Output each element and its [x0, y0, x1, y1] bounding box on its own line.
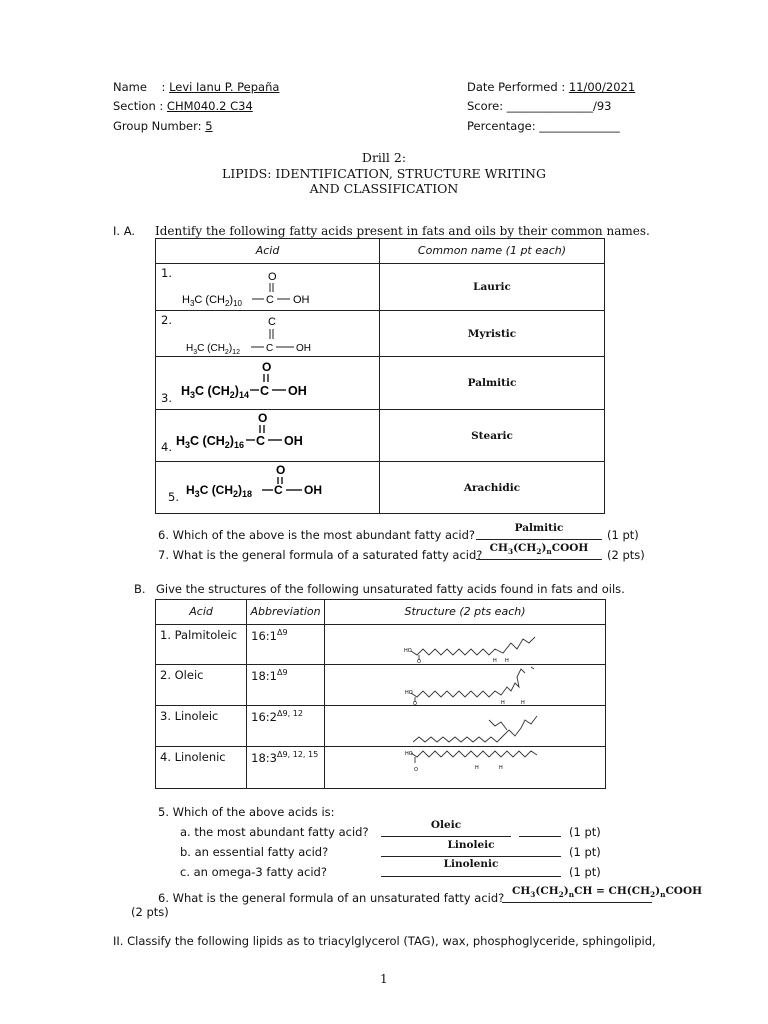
title-line1: Drill 2: — [361, 150, 407, 165]
svg-text:H3C (CH2)18: $H_3C$ $(CH_2)_{18}$ — [186, 483, 253, 499]
partA-q6: 6. Which of the above is the most abundant fatty acid? — [158, 528, 475, 542]
abbreviation-cell — [247, 706, 325, 747]
partB-q5a-answer: Oleic — [430, 819, 462, 831]
percentage-label: Percentage: ______________ — [467, 119, 620, 133]
oleic-structure — [325, 665, 605, 705]
svg-text:H: H — [493, 658, 497, 664]
abbreviation-cell — [247, 747, 325, 789]
title-line2: LIPIDS: IDENTIFICATION, STRUCTURE WRITING — [222, 166, 546, 181]
acid-name-cell: 4. Linolenic — [156, 747, 247, 789]
partA-q6-blank — [476, 539, 602, 540]
svg-text:OH: OH — [293, 294, 310, 306]
partB-instruction-num: B. — [134, 582, 146, 596]
acid-name-cell: 3. Linoleic — [156, 706, 247, 747]
abbr-sup: Δ9, 12 — [276, 709, 303, 718]
table-row — [156, 747, 606, 789]
stearic-acid-structure — [156, 410, 379, 461]
header-name — [113, 80, 279, 94]
score-label: Score: _______________/93 — [467, 99, 612, 113]
row-number: 1. — [161, 266, 172, 280]
unsaturated-acid-table — [155, 599, 606, 789]
svg-text:HO: HO — [405, 751, 413, 757]
partB-q5b-pts: (1 pt) — [569, 845, 601, 859]
common-name-answer: Palmitic — [380, 357, 605, 410]
table-header-row — [156, 239, 605, 264]
abbr-sup: Δ9, 12, 15 — [276, 750, 319, 759]
partB-q6-answer: $CH_3(CH_2)_nCH$ = $CH(CH_2)_nCOOH$ — [512, 885, 703, 900]
svg-text:H: H — [475, 765, 479, 771]
acid-structure-cell — [156, 264, 380, 311]
svg-text:OH: OH — [288, 384, 307, 398]
table-row — [156, 357, 605, 410]
svg-text:HO: HO — [405, 690, 413, 696]
svg-text:C: C — [266, 294, 274, 306]
partB-q5a-blank2 — [519, 836, 561, 837]
row-number: 4. — [161, 440, 172, 454]
svg-text:O: O — [262, 360, 272, 374]
partB-q5b-blank — [381, 856, 561, 857]
svg-text:C: C — [266, 343, 274, 354]
table-row — [156, 264, 605, 311]
partB-q6-blank — [502, 902, 652, 903]
partB-q6-pts: (2 pts) — [131, 905, 169, 919]
acid-name-cell: 1. Palmitoleic — [156, 625, 247, 665]
svg-text:C: C — [256, 434, 266, 448]
svg-text:OH: OH — [304, 483, 322, 497]
partB-q5c: c. an omega-3 fatty acid? — [180, 865, 327, 879]
row-number: 3. — [161, 391, 172, 405]
partB-q5c-pts: (1 pt) — [569, 865, 601, 879]
header-section — [113, 99, 253, 113]
partA-instruction — [113, 224, 650, 238]
partB-q5a-pts: (1 pt) — [569, 825, 601, 839]
section-value: CHM040.2 C34 — [166, 99, 253, 113]
header-score — [467, 99, 612, 113]
svg-text:O: O — [417, 659, 421, 664]
myristic-acid-structure — [156, 311, 379, 356]
structure-cell — [325, 665, 606, 706]
abbr-text: 18:3 — [251, 750, 277, 765]
acid-name-cell: 2. Oleic — [156, 665, 247, 706]
partA-instruction-text: Identify the following fatty acids present in fats and oils by their common names. — [155, 224, 650, 238]
table-row — [156, 665, 606, 706]
header-date — [467, 80, 635, 94]
saturated-acid-table — [155, 238, 605, 514]
table-row — [156, 625, 606, 665]
row-number: 2. — [161, 313, 172, 327]
partA-q6-pts: (1 pt) — [607, 528, 639, 542]
svg-text:O: O — [413, 701, 417, 705]
arachidic-acid-structure — [156, 462, 379, 513]
acid-structure-cell — [156, 311, 380, 357]
acid-structure-cell — [156, 410, 380, 462]
lauric-acid-structure — [156, 264, 379, 310]
partA-q6-answer: Palmitic — [514, 522, 564, 534]
abbr-sup: Δ9 — [276, 668, 288, 677]
row-number: 5. — [168, 490, 179, 504]
partB-q5c-answer: Linolenic — [443, 858, 499, 870]
abbr-text: 16:2 — [251, 709, 277, 724]
common-name-answer: Lauric — [380, 264, 605, 311]
palmitic-acid-structure — [156, 357, 379, 409]
table-row — [156, 410, 605, 462]
svg-text:HO: HO — [404, 648, 412, 654]
table-row — [156, 311, 605, 357]
abbr-text: 16:1 — [251, 628, 277, 643]
col-name-header: Common name (1 pt each) — [380, 239, 605, 264]
abbreviation-cell — [247, 665, 325, 706]
svg-text:H: H — [505, 658, 509, 664]
section-label: Section : — [113, 99, 164, 113]
acid-structure-cell — [156, 357, 380, 410]
svg-text:H: H — [499, 765, 503, 771]
date-label: Date Performed : — [467, 80, 566, 94]
abbreviation-cell — [247, 625, 325, 665]
partB-q6: 6. What is the general formula of an unsaturated fatty acid? — [158, 891, 505, 905]
partB-q5a-blank — [381, 836, 511, 837]
structure-cell — [325, 706, 606, 747]
col-acid-header: Acid — [156, 239, 380, 264]
partII-text: II. Classify the following lipids as to triacylglycerol (TAG), wax, phosphoglyceride, sphingolipid, — [113, 934, 656, 948]
col-struct-header: Structure (2 pts each) — [325, 600, 606, 625]
col-abbr-header: Abbreviation — [247, 600, 325, 625]
partB-q5b-answer: Linoleic — [447, 839, 495, 851]
table-header-row — [156, 600, 606, 625]
linolenic-structure — [325, 747, 605, 788]
partB-q5a: a. the most abundant fatty acid? — [180, 825, 369, 839]
partA-q7: 7. What is the general formula of a saturated fatty acid? — [158, 548, 483, 562]
partB-q5: 5. Which of the above acids is: — [158, 805, 335, 819]
title-line3: AND CLASSIFICATION — [309, 181, 459, 196]
name-value: Levi Ianu P. Pepaña — [169, 80, 280, 94]
header-group — [113, 119, 213, 133]
svg-text:H3C (CH2)10: $H_3C$ $(CH_2)_{10}$ — [182, 294, 242, 308]
svg-text:H3C (CH2)12: $H_3C$ $(CH_2)_{12}$ — [186, 343, 240, 356]
date-value: 11/00/2021 — [568, 80, 636, 94]
common-name-answer: Stearic — [380, 410, 605, 462]
palmitoleic-structure — [325, 625, 605, 664]
svg-text:O: O — [258, 411, 268, 425]
svg-text:O: O — [414, 767, 418, 773]
table-row — [156, 706, 606, 747]
table-row — [156, 462, 605, 514]
linoleic-structure — [325, 706, 605, 746]
svg-text:O: O — [268, 271, 277, 283]
structure-cell — [325, 625, 606, 665]
partB-q5c-blank — [381, 876, 561, 877]
svg-text:C: C — [260, 384, 270, 398]
svg-text:OH: OH — [296, 343, 311, 354]
svg-text:H3C (CH2)14: $H_3C$ $(CH_2)_{14}$ — [181, 384, 249, 400]
group-label: Group Number: — [113, 119, 202, 133]
abbr-text: 18:1 — [251, 668, 277, 683]
col-acid-header: Acid — [156, 600, 247, 625]
partB-q5b: b. an essential fatty acid? — [180, 845, 329, 859]
acid-structure-cell — [156, 462, 380, 514]
svg-text:H: H — [501, 700, 505, 705]
name-label: Name : — [113, 80, 166, 94]
structure-cell — [325, 747, 606, 789]
svg-text:C: C — [274, 483, 283, 497]
svg-text:OH: OH — [284, 434, 303, 448]
partA-q7-blank — [476, 559, 602, 560]
group-value: 5 — [205, 119, 213, 133]
svg-text:H: H — [521, 700, 525, 705]
partB-instruction-text: Give the structures of the following unsaturated fatty acids found in fats and oils. — [156, 582, 625, 596]
partB-instruction — [134, 582, 625, 596]
page-number: 1 — [380, 972, 388, 986]
header-percentage — [467, 119, 620, 133]
svg-text:O: O — [276, 463, 286, 477]
partA-instruction-num: I. A. — [113, 224, 136, 238]
common-name-answer: Arachidic — [380, 462, 605, 514]
abbr-sup: Δ9 — [276, 628, 288, 637]
partA-q7-answer: $CH_3(CH_2)_nCOOH$ — [489, 542, 589, 557]
svg-text:C: C — [268, 316, 276, 328]
svg-text:H3C (CH2)16: $H_3C$ $(CH_2)_{16}$ — [176, 434, 244, 450]
partA-q7-pts: (2 pts) — [607, 548, 645, 562]
common-name-answer: Myristic — [380, 311, 605, 357]
